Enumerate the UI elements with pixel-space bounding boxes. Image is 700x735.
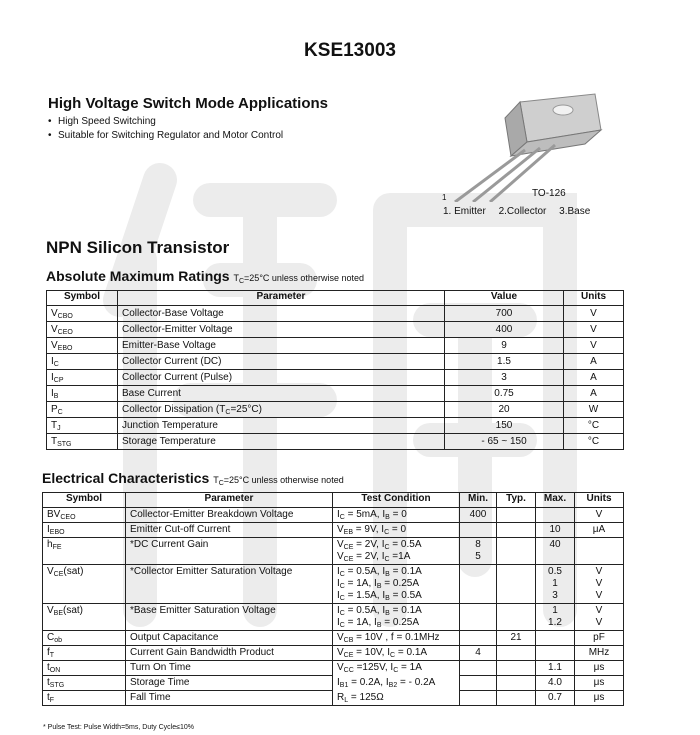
symbol-subscript: STG xyxy=(49,682,65,689)
symbol-subscript: C xyxy=(53,361,59,368)
amr-title: Absolute Maximum Ratings xyxy=(46,268,230,284)
max-line: 1.1 xyxy=(548,662,562,673)
symbol-subscript: CEO xyxy=(60,514,76,521)
symbol-cell xyxy=(43,604,126,631)
parameter-cell: Turn On Time xyxy=(126,661,333,676)
max-line: 0.7 xyxy=(548,692,562,703)
unit-line: MHz xyxy=(588,647,610,658)
max-line xyxy=(540,551,570,563)
symbol-cell xyxy=(43,523,126,538)
min xyxy=(460,631,497,646)
table-row xyxy=(43,691,624,706)
typ xyxy=(497,691,536,706)
value-cell: 1.5 xyxy=(445,354,564,370)
value-cell: 400 xyxy=(445,322,564,338)
symbol: V xyxy=(51,340,58,351)
symbol-subscript: CEO xyxy=(57,329,73,336)
parameter-cell: Fall Time xyxy=(126,691,333,706)
max-line: 1.2 xyxy=(548,617,562,628)
col-header: Parameter xyxy=(126,493,333,508)
symbol-cell xyxy=(47,338,118,354)
parameter-cell: *Base Emitter Saturation Voltage xyxy=(126,604,333,631)
min-line: 8 xyxy=(475,539,481,550)
max xyxy=(536,691,575,706)
condition-line: $V_{CC} =125V$, $I_C = 1A$ xyxy=(337,662,422,674)
max xyxy=(536,523,575,538)
symbol: C xyxy=(47,632,55,643)
symbol: t xyxy=(47,662,50,673)
max xyxy=(536,661,575,676)
condition-line: $I_C = 0.5A$, $I_B = 0.1A$ xyxy=(337,566,422,578)
table-row xyxy=(43,538,624,565)
unit xyxy=(575,604,624,631)
symbol-subscript: ob xyxy=(54,637,63,644)
condition xyxy=(333,604,460,631)
typ-line: 21 xyxy=(510,632,522,643)
min-line: 400 xyxy=(469,509,487,520)
condition xyxy=(333,646,460,661)
parameter-cell: Collector-Base Voltage xyxy=(118,306,445,322)
unit xyxy=(575,646,624,661)
transistor-type: NPN Silicon Transistor xyxy=(46,238,230,257)
symbol-cell xyxy=(47,386,118,402)
typ xyxy=(497,523,536,538)
parameter-cell: Collector Current (Pulse) xyxy=(118,370,445,386)
min-line: 4 xyxy=(475,647,481,658)
col-header: Test Condition xyxy=(333,493,460,508)
condition-line: $V_{CE} = 2V$, $I_C =1A$ xyxy=(337,551,411,563)
table-row xyxy=(43,508,624,523)
condition xyxy=(333,508,460,523)
parameter-cell: Base Current xyxy=(118,386,445,402)
typ xyxy=(497,508,536,523)
condition-line: $I_C = 1A$, $I_B = 0.25A$ xyxy=(337,617,420,629)
ec-heading xyxy=(42,470,344,486)
unit-line: V xyxy=(595,590,603,601)
value-cell: 9 xyxy=(445,338,564,354)
unit-line: V xyxy=(595,578,603,589)
unit xyxy=(575,631,624,646)
symbol-cell xyxy=(47,322,118,338)
ec-title: Electrical Characteristics xyxy=(42,470,210,486)
symbol-cell xyxy=(43,676,126,691)
symbol-subscript: CE xyxy=(53,571,64,578)
symbol-subscript: CBO xyxy=(57,313,73,320)
symbol-cell xyxy=(47,354,118,370)
max-line: 10 xyxy=(549,524,561,535)
max xyxy=(536,565,575,604)
symbol-subscript: T xyxy=(49,652,55,659)
symbol-subscript: STG xyxy=(57,441,72,448)
unit-cell: V xyxy=(564,306,624,322)
pin-collector: 2.Collector xyxy=(498,206,547,217)
unit xyxy=(575,676,624,691)
symbol-cell xyxy=(43,508,126,523)
symbol: V xyxy=(47,566,54,577)
min xyxy=(460,523,497,538)
min xyxy=(460,676,497,691)
min xyxy=(460,691,497,706)
symbol-subscript: B xyxy=(53,393,59,400)
min xyxy=(460,604,497,631)
unit-cell: A xyxy=(564,370,624,386)
table-row xyxy=(43,631,624,646)
condition-line: $I_C = 1.5A$, $I_B = 0.5A$ xyxy=(337,590,422,602)
col-header: Max. xyxy=(536,493,575,508)
table-row xyxy=(43,523,624,538)
symbol-subscript: CP xyxy=(53,377,64,384)
typ xyxy=(497,661,536,676)
value-cell: 3 xyxy=(445,370,564,386)
feature-text: Suitable for Switching Regulator and Motor Control xyxy=(58,130,284,141)
package-image xyxy=(445,90,605,202)
feature-text: High Speed Switching xyxy=(58,116,156,127)
table-row xyxy=(47,338,624,354)
parameter-cell: Collector Dissipation $(T_C=25^\circ C)$ xyxy=(118,402,445,418)
unit-line: V xyxy=(595,566,603,577)
condition-line: $I_{B1} = 0.2A$, $I_{B2}$ = - 0.2A xyxy=(337,676,436,689)
amr-table xyxy=(46,290,624,450)
parameter-cell: Collector Current (DC) xyxy=(118,354,445,370)
condition-line: $V_{CE} = 2V$, $I_C = 0.5A$ xyxy=(337,539,422,551)
symbol-suffix: (sat) xyxy=(63,605,84,616)
symbol: T xyxy=(51,420,58,431)
unit xyxy=(575,538,624,565)
max xyxy=(536,604,575,631)
unit-cell: A xyxy=(564,386,624,402)
symbol: T xyxy=(51,436,58,447)
parameter-cell: Emitter-Base Voltage xyxy=(118,338,445,354)
symbol-cell xyxy=(43,691,126,706)
table-row xyxy=(47,370,624,386)
parameter-cell: Collector-Emitter Voltage xyxy=(118,322,445,338)
ec-table xyxy=(42,492,624,706)
symbol-cell xyxy=(43,538,126,565)
symbol-subscript: EBO xyxy=(49,529,65,536)
condition xyxy=(333,538,460,565)
table-row xyxy=(47,402,624,418)
unit-cell: W xyxy=(564,402,624,418)
condition xyxy=(333,691,460,706)
symbol-cell xyxy=(43,565,126,604)
pin-base: 3.Base xyxy=(559,206,591,217)
symbol-cell xyxy=(43,646,126,661)
parameter-cell: Storage Time xyxy=(126,676,333,691)
condition-line: $V_{CB} = 10V$ , f = 0.1MHz xyxy=(337,632,440,644)
table-row xyxy=(47,354,624,370)
feature-item: • High Speed Switching xyxy=(48,116,156,127)
col-header: Symbol xyxy=(47,291,118,306)
col-header: Typ. xyxy=(497,493,536,508)
condition xyxy=(333,661,460,676)
parameter-cell: Junction Temperature xyxy=(118,418,445,434)
unit-cell: A xyxy=(564,354,624,370)
max-line: 3 xyxy=(552,590,558,601)
condition-line: $I_C = 0.5A$, $I_B = 0.1A$ xyxy=(337,605,422,617)
typ xyxy=(497,631,536,646)
value-cell: 700 xyxy=(445,306,564,322)
table-row xyxy=(47,386,624,402)
unit-cell: V xyxy=(564,322,624,338)
value-cell: 20 xyxy=(445,402,564,418)
col-header: Value xyxy=(445,291,564,306)
pin-legend xyxy=(443,206,600,217)
max-line: 0.5 xyxy=(548,566,562,577)
max xyxy=(536,508,575,523)
symbol-subscript: ON xyxy=(49,667,61,674)
max xyxy=(536,631,575,646)
amr-note: $T_C=25^\circ C$ unless otherwise noted xyxy=(233,273,364,285)
parameter-cell: Output Capacitance xyxy=(126,631,333,646)
symbol: BV xyxy=(47,509,61,520)
symbol-subscript: F xyxy=(49,697,55,704)
symbol: V xyxy=(51,324,58,335)
symbol-subscript: BE xyxy=(53,610,64,617)
table-row xyxy=(43,676,624,691)
table-row xyxy=(47,418,624,434)
min xyxy=(460,565,497,604)
part-number: KSE13003 xyxy=(304,40,396,61)
unit xyxy=(575,691,624,706)
symbol-suffix: (sat) xyxy=(63,566,84,577)
symbol: I xyxy=(51,388,54,399)
ec-note: $T_C=25^\circ C$ unless otherwise noted xyxy=(213,475,344,487)
parameter-cell: *DC Current Gain xyxy=(126,538,333,565)
typ xyxy=(497,538,536,565)
unit-line: V xyxy=(595,605,603,616)
package-name: TO-126 xyxy=(532,188,566,199)
min xyxy=(460,508,497,523)
unit xyxy=(575,565,624,604)
max-line: 1 xyxy=(552,578,558,589)
symbol-subscript: J xyxy=(57,425,61,432)
min xyxy=(460,538,497,565)
col-header: Parameter xyxy=(118,291,445,306)
max-line: 4.0 xyxy=(548,677,562,688)
symbol-subscript: C xyxy=(57,409,63,416)
unit-cell: °C xyxy=(564,418,624,434)
symbol: h xyxy=(47,539,53,550)
condition xyxy=(333,565,460,604)
unit-cell: V xyxy=(564,338,624,354)
unit-line: μs xyxy=(593,662,605,673)
unit xyxy=(575,508,624,523)
symbol: V xyxy=(51,308,58,319)
col-header: Symbol xyxy=(43,493,126,508)
typ xyxy=(497,676,536,691)
symbol-cell xyxy=(47,402,118,418)
unit xyxy=(575,661,624,676)
symbol-cell xyxy=(47,434,118,450)
col-header: Min. xyxy=(460,493,497,508)
unit-line: μs xyxy=(593,677,605,688)
table-row xyxy=(43,661,624,676)
condition-line: $I_C = 1A$, $I_B = 0.25A$ xyxy=(337,578,420,590)
table-row xyxy=(47,434,624,450)
pin-emitter: 1. Emitter xyxy=(443,206,486,217)
max xyxy=(536,538,575,565)
col-header: Units xyxy=(575,493,624,508)
amr-heading xyxy=(46,268,364,284)
condition xyxy=(333,676,460,691)
value-cell: - 65 ~ 150 xyxy=(445,434,564,450)
symbol: P xyxy=(51,404,58,415)
symbol: V xyxy=(47,605,54,616)
symbol-subscript: EBO xyxy=(57,345,73,352)
condition-line: $V_{CE} = 10V$, $I_C = 0.1A$ xyxy=(337,647,428,659)
symbol-cell xyxy=(47,418,118,434)
unit-line: V xyxy=(595,617,603,628)
unit-line: μA xyxy=(592,524,606,535)
condition-line: $R_L = 125\Omega$ xyxy=(337,691,384,704)
max-line: 40 xyxy=(549,539,561,550)
symbol: I xyxy=(51,372,54,383)
table-row xyxy=(47,306,624,322)
symbol-cell xyxy=(47,306,118,322)
symbol: t xyxy=(47,677,50,688)
typ xyxy=(497,604,536,631)
parameter-cell: Collector-Emitter Breakdown Voltage xyxy=(126,508,333,523)
min xyxy=(460,646,497,661)
parameter-cell: Current Gain Bandwidth Product xyxy=(126,646,333,661)
application-title: High Voltage Switch Mode Applications xyxy=(48,95,329,112)
condition xyxy=(333,523,460,538)
table-row xyxy=(43,565,624,604)
unit-line: pF xyxy=(593,632,605,643)
unit xyxy=(575,523,624,538)
symbol: I xyxy=(47,524,50,535)
symbol: I xyxy=(51,356,54,367)
parameter-cell: Storage Temperature xyxy=(118,434,445,450)
value-cell: 0.75 xyxy=(445,386,564,402)
typ xyxy=(497,646,536,661)
parameter-cell: *Collector Emitter Saturation Voltage xyxy=(126,565,333,604)
max xyxy=(536,646,575,661)
col-header: Units xyxy=(564,291,624,306)
symbol: t xyxy=(47,692,50,703)
feature-item: • Suitable for Switching Regulator and Motor Control xyxy=(48,130,284,141)
condition-line: $I_C = 5mA$, $I_B = 0$ xyxy=(337,509,407,521)
parameter-cell: Emitter Cut-off Current xyxy=(126,523,333,538)
max xyxy=(536,676,575,691)
unit-line: V xyxy=(595,509,603,520)
condition xyxy=(333,631,460,646)
value-cell: 150 xyxy=(445,418,564,434)
max-line: 1 xyxy=(552,605,558,616)
unit-cell: °C xyxy=(564,434,624,450)
typ xyxy=(497,565,536,604)
unit-line: μs xyxy=(593,692,605,703)
table-row xyxy=(43,604,624,631)
table-row xyxy=(47,322,624,338)
footnote: * Pulse Test: Pulse Width=5ms, Duty Cycle≤10% xyxy=(43,724,194,731)
table-row xyxy=(43,646,624,661)
symbol: f xyxy=(47,647,50,658)
pin1-label: 1 xyxy=(442,193,447,202)
symbol-subscript: FE xyxy=(52,544,62,551)
min-line: 5 xyxy=(475,551,481,562)
symbol-cell xyxy=(43,631,126,646)
symbol-cell xyxy=(47,370,118,386)
min xyxy=(460,661,497,676)
condition-line: $V_{EB} = 9V$, $I_C = 0$ xyxy=(337,524,407,536)
symbol-cell xyxy=(43,661,126,676)
